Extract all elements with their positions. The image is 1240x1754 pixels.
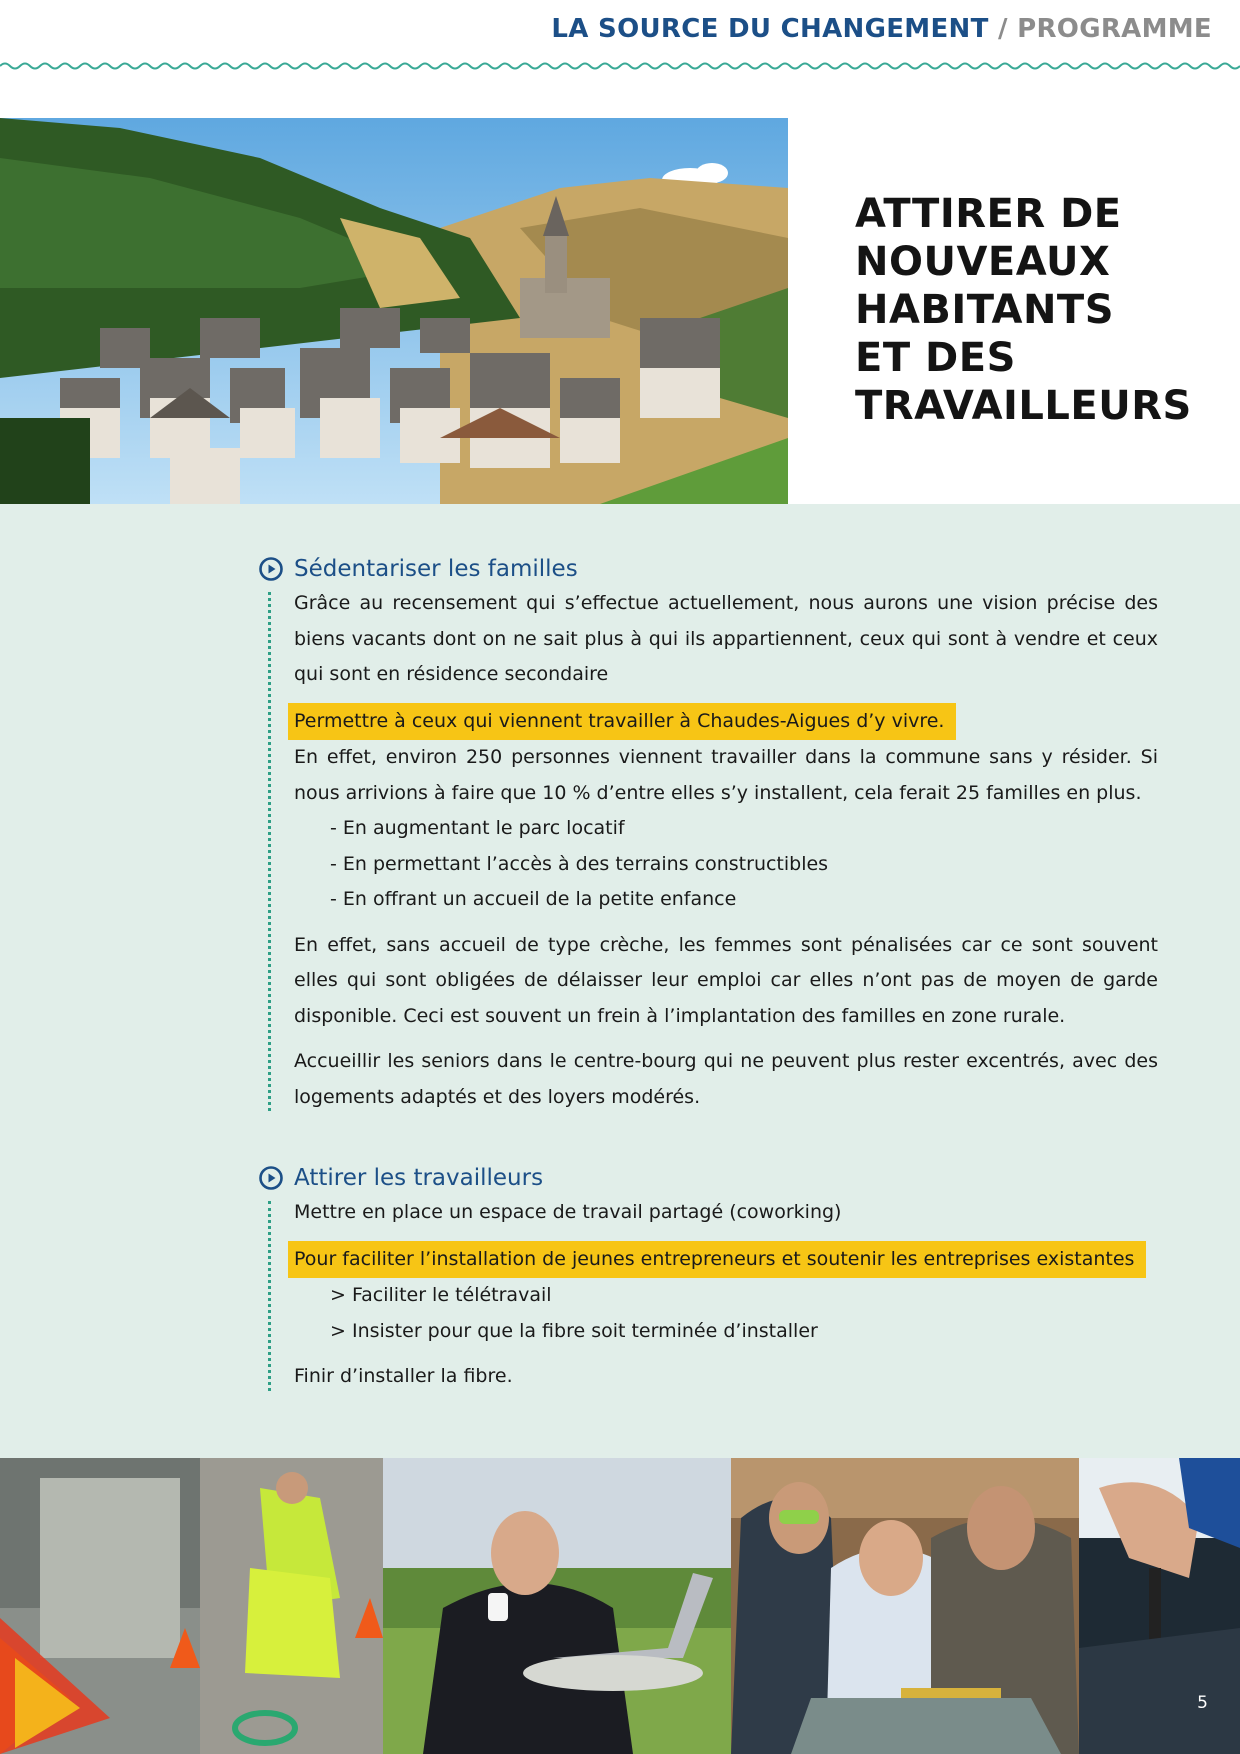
play-circle-icon — [258, 1165, 284, 1191]
section-body — [258, 1195, 1158, 1395]
section-heading — [258, 1165, 1158, 1191]
bullet-list — [294, 811, 1158, 918]
highlight-text: Pour faciliter l’installation de jeunes entrepreneurs et soutenir les entreprises existantes — [288, 1241, 1146, 1279]
paragraph: Finir d’installer la fibre. — [294, 1365, 513, 1387]
section-heading — [258, 556, 1158, 582]
page-title-line: ATTIRER DE — [855, 191, 1122, 237]
page-title — [855, 190, 1192, 430]
header-wave-divider — [0, 60, 1240, 72]
list-item: > Faciliter le télétravail — [330, 1284, 552, 1306]
section-heading-text: Attirer les travailleurs — [294, 1165, 544, 1191]
highlight-line — [294, 703, 1158, 741]
paragraph: En effet, sans accueil de type crèche, les femmes sont pénalisées car ce sont souvent elles qui sont obligées de délaisser leur emploi car elles n’ont pas de moyen de garde disponible. Ceci est souvent un frein à l’implantation des familles en zone rurale. — [294, 933, 1158, 1027]
section-heading-text: Sédentariser les familles — [294, 556, 578, 582]
page-number: 5 — [1197, 1693, 1208, 1713]
header-title-separator: / — [997, 14, 1008, 44]
paragraph: Accueillir les seniors dans le centre-bourg qui ne peuvent plus rester excentrés, avec des logements adaptés et des loyers modérés. — [294, 1050, 1158, 1108]
paragraph: En effet, environ 250 personnes viennent travailler dans la commune sans y résider. Si nous arrivions à faire que 10 % d’entre elles s’y installent, cela ferait 25 familles en plus. — [294, 746, 1158, 804]
highlight-line — [294, 1241, 1158, 1279]
header-title-main: LA SOURCE DU CHANGEMENT — [551, 14, 989, 44]
fiber-workers-photo — [0, 1458, 383, 1754]
page-title-line: TRAVAILLEURS — [855, 383, 1192, 429]
section-sedentariser — [258, 556, 1158, 1115]
list-item: - En offrant un accueil de la petite enfance — [330, 888, 737, 910]
page-title-line: HABITANTS — [855, 287, 1115, 333]
list-item: > Insister pour que la fibre soit terminée d’installer — [330, 1319, 818, 1342]
play-circle-icon — [258, 556, 284, 582]
mechanic-photo — [1079, 1458, 1240, 1754]
paragraph: Mettre en place un espace de travail partagé (coworking) — [294, 1201, 842, 1223]
coworking-man-photo — [383, 1458, 731, 1754]
bullet-list — [294, 1278, 1158, 1349]
section-body — [258, 586, 1158, 1115]
bottom-photo-strip — [0, 1458, 1240, 1754]
highlight-text: Permettre à ceux qui viennent travailler à Chaudes-Aigues d’y vivre. — [288, 703, 956, 741]
page-title-line: NOUVEAUX — [855, 239, 1111, 285]
section-travailleurs — [258, 1165, 1158, 1395]
village-photo — [0, 118, 788, 504]
page-title-line: ET DES — [855, 335, 1016, 381]
workshop-photo — [731, 1458, 1079, 1754]
list-item: - En augmentant le parc locatif — [330, 817, 625, 839]
list-item: - En permettant l’accès à des terrains constructibles — [330, 852, 829, 875]
header-title-sub: PROGRAMME — [1017, 14, 1212, 44]
header-title — [551, 14, 1212, 44]
paragraph: Grâce au recensement qui s’effectue actuellement, nous aurons une vision précise des biens vacants dont on ne sait plus à qui ils appartiennent, ceux qui sont à vendre et ceux qui sont en résidence secondaire — [294, 592, 1158, 685]
